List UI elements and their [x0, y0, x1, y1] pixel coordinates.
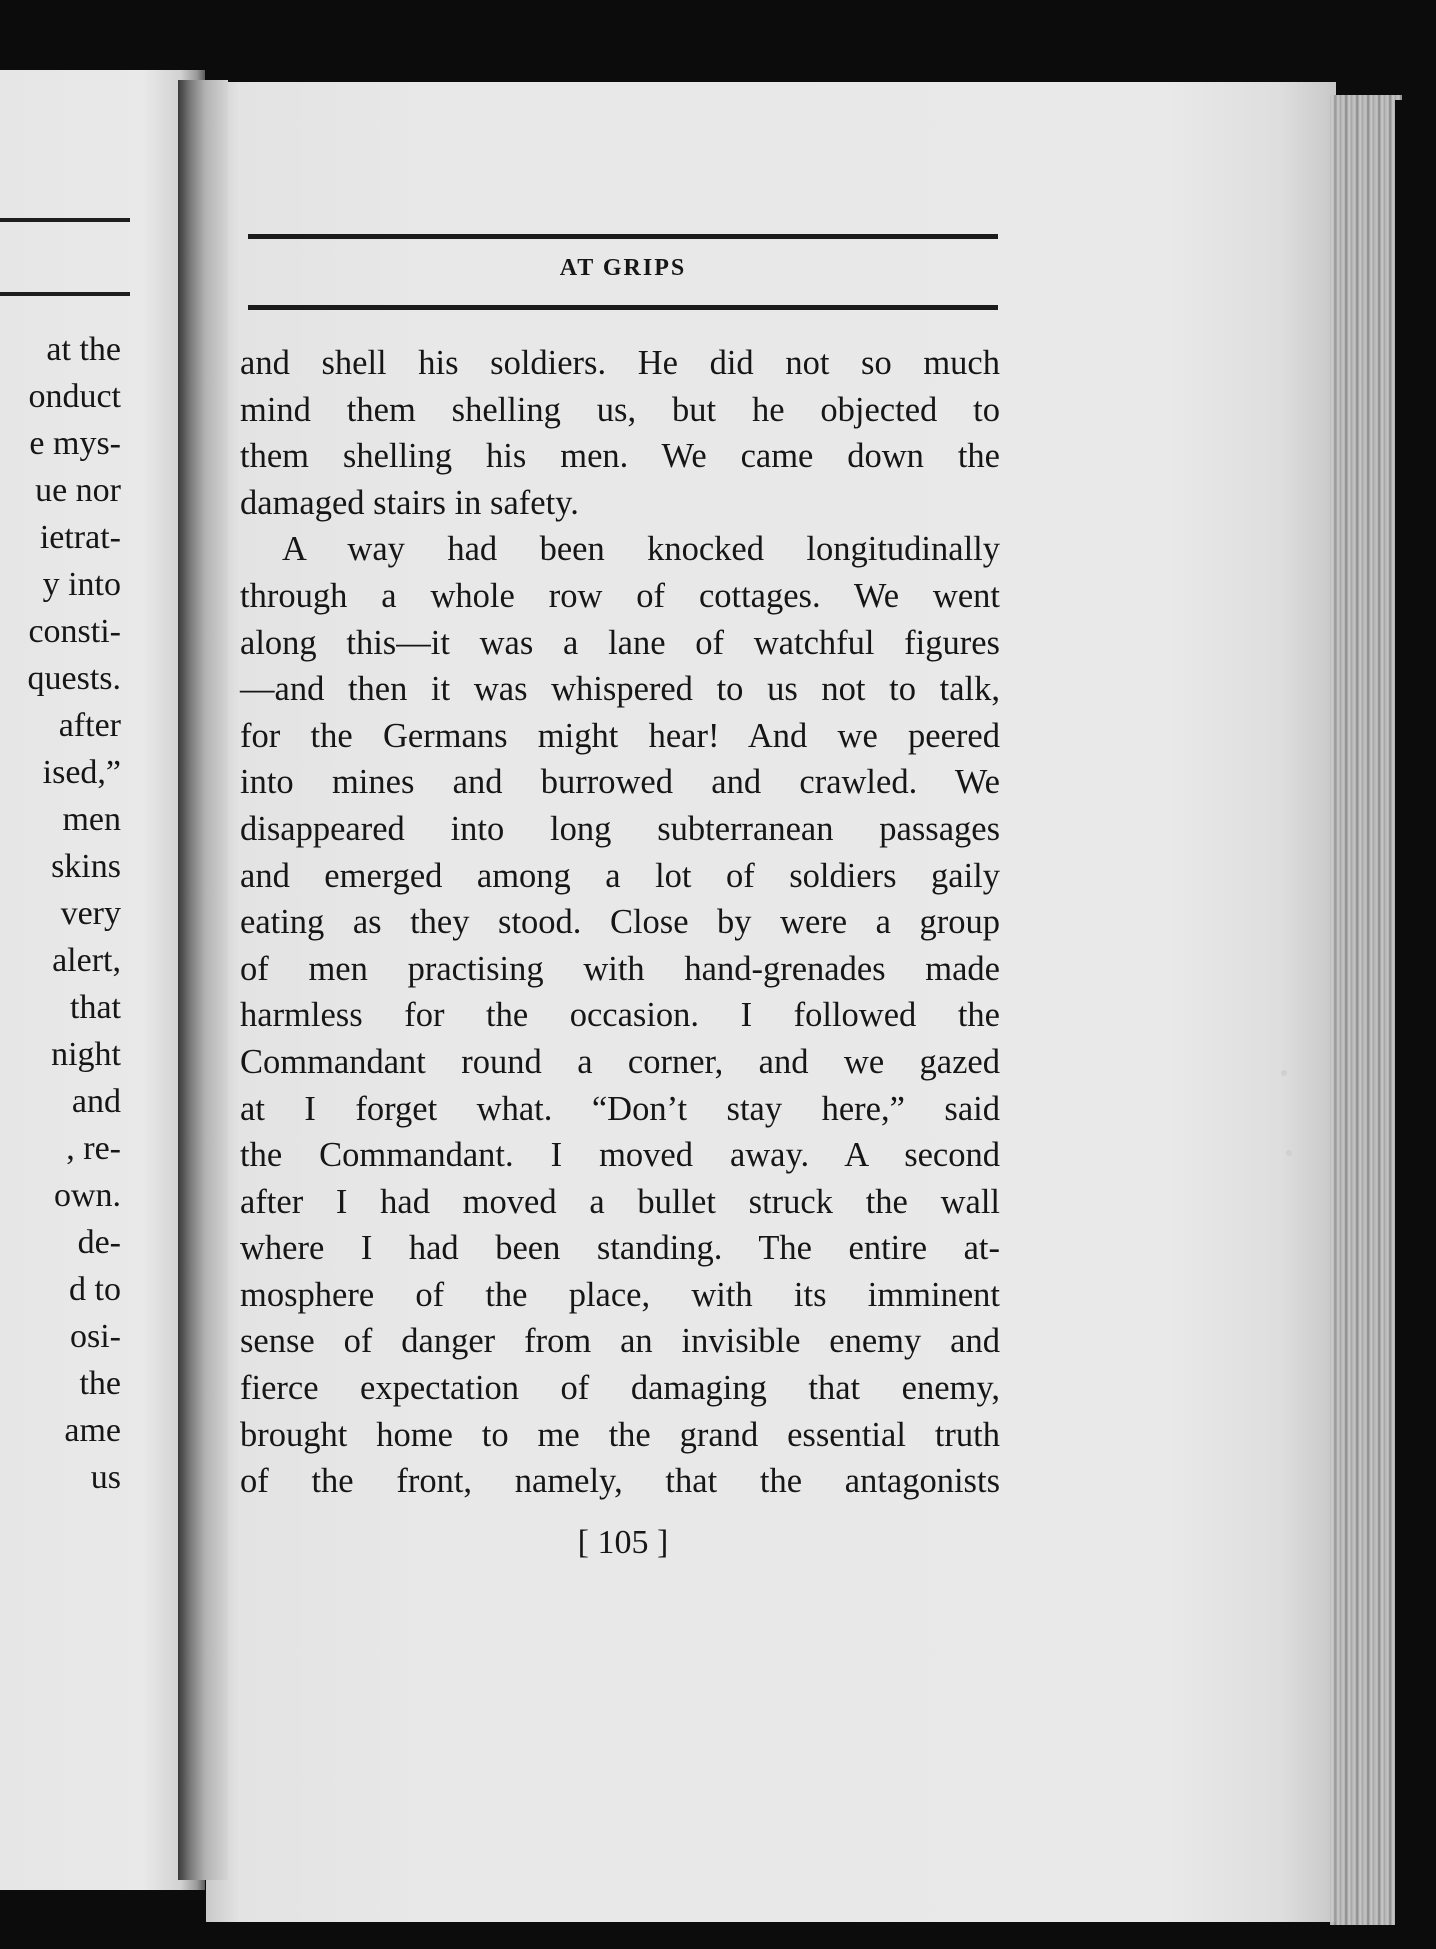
- scan-background-edge: [1395, 100, 1436, 1949]
- text-line: and shell his soldiers. He did not so much: [240, 344, 1000, 382]
- left-line: very: [60, 895, 121, 932]
- text-line: disappeared into long subterranean passages: [240, 809, 1000, 848]
- left-line: , re-: [66, 1130, 121, 1167]
- text-line: where I had been standing. The entire at-: [240, 1229, 1000, 1268]
- left-line: quests.: [27, 660, 121, 697]
- book-gutter-shadow: [178, 80, 228, 1880]
- scan-speck: [1286, 1150, 1292, 1156]
- left-line: night: [51, 1036, 121, 1073]
- left-header-rule-bottom: [0, 292, 130, 296]
- text-line: for the Germans might hear! And we peered: [240, 716, 1000, 755]
- text-line: mosphere of the place, with its imminent: [240, 1275, 1000, 1314]
- left-line: osi-: [70, 1318, 121, 1355]
- left-line: de-: [77, 1224, 121, 1261]
- page-number: [ 105 ]: [577, 1524, 669, 1561]
- text-line: brought home to me the grand essential truth: [240, 1415, 1000, 1454]
- left-line: y into: [42, 566, 121, 603]
- left-line: men: [62, 801, 121, 838]
- text-line: after I had moved a bullet struck the wall: [240, 1182, 1000, 1221]
- running-head: AT GRIPS: [559, 255, 687, 281]
- left-line: consti-: [28, 613, 121, 650]
- text-line: harmless for the occasion. I followed the: [240, 996, 1000, 1035]
- text-line: —and then it was whispered to us not to talk,: [240, 670, 1000, 709]
- text-line: mind them shelling us, but he objected to: [240, 390, 1000, 429]
- header-rule-bottom: [248, 305, 998, 310]
- left-line: and: [71, 1083, 121, 1120]
- left-line: e mys-: [29, 425, 121, 462]
- left-page-text: [28, 326, 122, 1501]
- text-line: fierce expectation of damaging that enemy,: [240, 1369, 1000, 1408]
- text-line: damaged stairs in safety.: [240, 483, 579, 522]
- left-line: onduct: [28, 378, 121, 415]
- header-rule-top: [248, 234, 998, 239]
- text-line: of men practising with hand-grenades made: [240, 949, 1000, 988]
- text-line: the Commandant. I moved away. A second: [240, 1136, 1000, 1175]
- text-line: them shelling his men. We came down the: [240, 437, 1000, 476]
- left-line: skins: [51, 848, 121, 885]
- left-line: ame: [64, 1412, 121, 1449]
- body-text: [240, 340, 1000, 1505]
- left-line: us: [90, 1459, 121, 1496]
- text-line: along this—it was a lane of watchful figures: [240, 623, 1000, 662]
- text-line: into mines and burrowed and crawled. We: [240, 763, 1000, 802]
- left-line: that: [70, 989, 121, 1026]
- left-line: after: [58, 707, 121, 744]
- left-line: ue nor: [35, 472, 121, 509]
- text-line: Commandant round a corner, and we gazed: [240, 1042, 1000, 1081]
- text-line: A way had been knocked longitudinally: [282, 530, 1000, 569]
- left-line: ietrat-: [39, 519, 121, 556]
- text-line: through a whole row of cottages. We went: [240, 576, 1000, 615]
- left-line: alert,: [52, 942, 121, 979]
- text-line: sense of danger from an invisible enemy and: [240, 1322, 1000, 1361]
- scan-speck: [1281, 1070, 1287, 1076]
- left-line: ised,”: [42, 754, 121, 791]
- text-line: eating as they stood. Close by were a group: [240, 903, 1000, 942]
- left-line: at the: [46, 331, 121, 368]
- left-line: own.: [53, 1177, 121, 1214]
- left-facing-page: [0, 70, 205, 1890]
- left-line: the: [79, 1365, 121, 1402]
- left-line: d to: [69, 1271, 121, 1308]
- page-fore-edge: [1330, 95, 1402, 1925]
- text-line: of the front, namely, that the antagonists: [240, 1462, 1000, 1501]
- left-header-rule-top: [0, 218, 130, 222]
- text-line: and emerged among a lot of soldiers gaily: [240, 856, 1000, 895]
- text-line: at I forget what. “Don’t stay here,” said: [240, 1089, 1000, 1128]
